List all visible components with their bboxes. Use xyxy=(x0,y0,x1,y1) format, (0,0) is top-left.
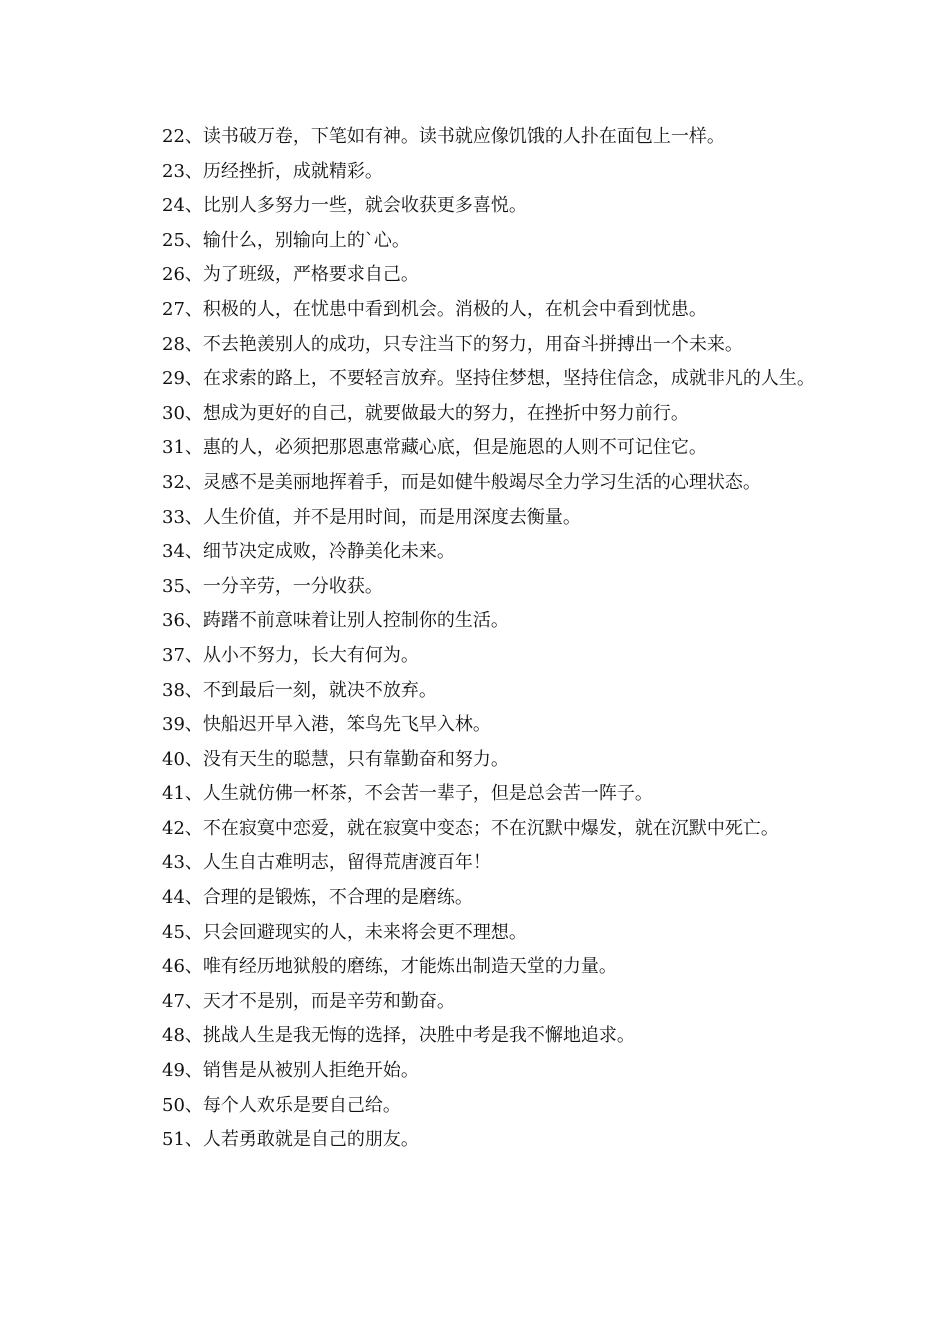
paragraph-33: 33、人生价值，并不是用时间，而是用深度去衡量。 xyxy=(162,506,581,528)
paragraph-27: 27、积极的人，在忧患中看到机会。消极的人，在机会中看到忧患。 xyxy=(162,298,707,320)
paragraph-32: 32、灵感不是美丽地挥着手，而是如健牛般竭尽全力学习生活的心理状态。 xyxy=(162,471,761,493)
paragraph-35: 35、一分辛劳，一分收获。 xyxy=(162,575,383,597)
paragraph-34: 34、细节决定成败，冷静美化未来。 xyxy=(162,541,455,563)
paragraph-28: 28、不去艳羡别人的成功，只专注当下的努力，用奋斗拼搏出一个未来。 xyxy=(162,333,743,355)
paragraph-30: 30、想成为更好的自己，就要做最大的努力，在挫折中努力前行。 xyxy=(162,402,689,424)
paragraph-37: 37、从小不努力，长大有何为。 xyxy=(162,644,419,666)
paragraph-50: 50、每个人欢乐是要自己给。 xyxy=(162,1094,401,1116)
paragraph-39: 39、快船迟开早入港，笨鸟先飞早入林。 xyxy=(162,714,491,736)
paragraph-25: 25、输什么，别输向上的`心。 xyxy=(162,229,410,251)
paragraph-36: 36、踌躇不前意味着让别人控制你的生活。 xyxy=(162,610,509,632)
paragraph-49: 49、销售是从被别人拒绝开始。 xyxy=(162,1060,419,1082)
paragraph-26: 26、为了班级，严格要求自己。 xyxy=(162,264,419,286)
paragraph-38: 38、不到最后一刻，就决不放弃。 xyxy=(162,679,437,701)
document-body xyxy=(142,120,832,1158)
paragraph-29: 29、在求索的路上，不要轻言放弃。坚持住梦想，坚持住信念，成就非凡的人生。 xyxy=(162,368,815,390)
paragraph-40: 40、没有天生的聪慧，只有靠勤奋和努力。 xyxy=(162,748,509,770)
paragraph-51: 51、人若勇敢就是自己的朋友。 xyxy=(162,1129,419,1151)
paragraph-24: 24、比别人多努力一些，就会收获更多喜悦。 xyxy=(162,195,527,217)
paragraph-23: 23、历经挫折，成就精彩。 xyxy=(162,160,383,182)
paragraph-47: 47、天才不是别，而是辛劳和勤奋。 xyxy=(162,990,455,1012)
paragraph-45: 45、只会回避现实的人，未来将会更不理想。 xyxy=(162,921,527,943)
paragraph-42: 42、不在寂寞中恋爱，就在寂寞中变态；不在沉默中爆发，就在沉默中死亡。 xyxy=(162,817,779,839)
paragraph-41: 41、人生就仿佛一杯茶，不会苦一辈子，但是总会苦一阵子。 xyxy=(162,783,653,805)
paragraph-48: 48、挑战人生是我无悔的选择，决胜中考是我不懈地追求。 xyxy=(162,1025,635,1047)
paragraph-43: 43、人生自古难明志，留得荒唐渡百年！ xyxy=(162,852,491,874)
paragraph-46: 46、唯有经历地狱般的磨练，才能炼出制造天堂的力量。 xyxy=(162,956,617,978)
paragraph-44: 44、合理的是锻炼，不合理的是磨练。 xyxy=(162,887,473,909)
paragraph-31: 31、惠的人，必须把那恩惠常藏心底，但是施恩的人则不可记住它。 xyxy=(162,437,707,459)
paragraph-22: 22、读书破万卷，下笔如有神。读书就应像饥饿的人扑在面包上一样。 xyxy=(162,126,725,147)
